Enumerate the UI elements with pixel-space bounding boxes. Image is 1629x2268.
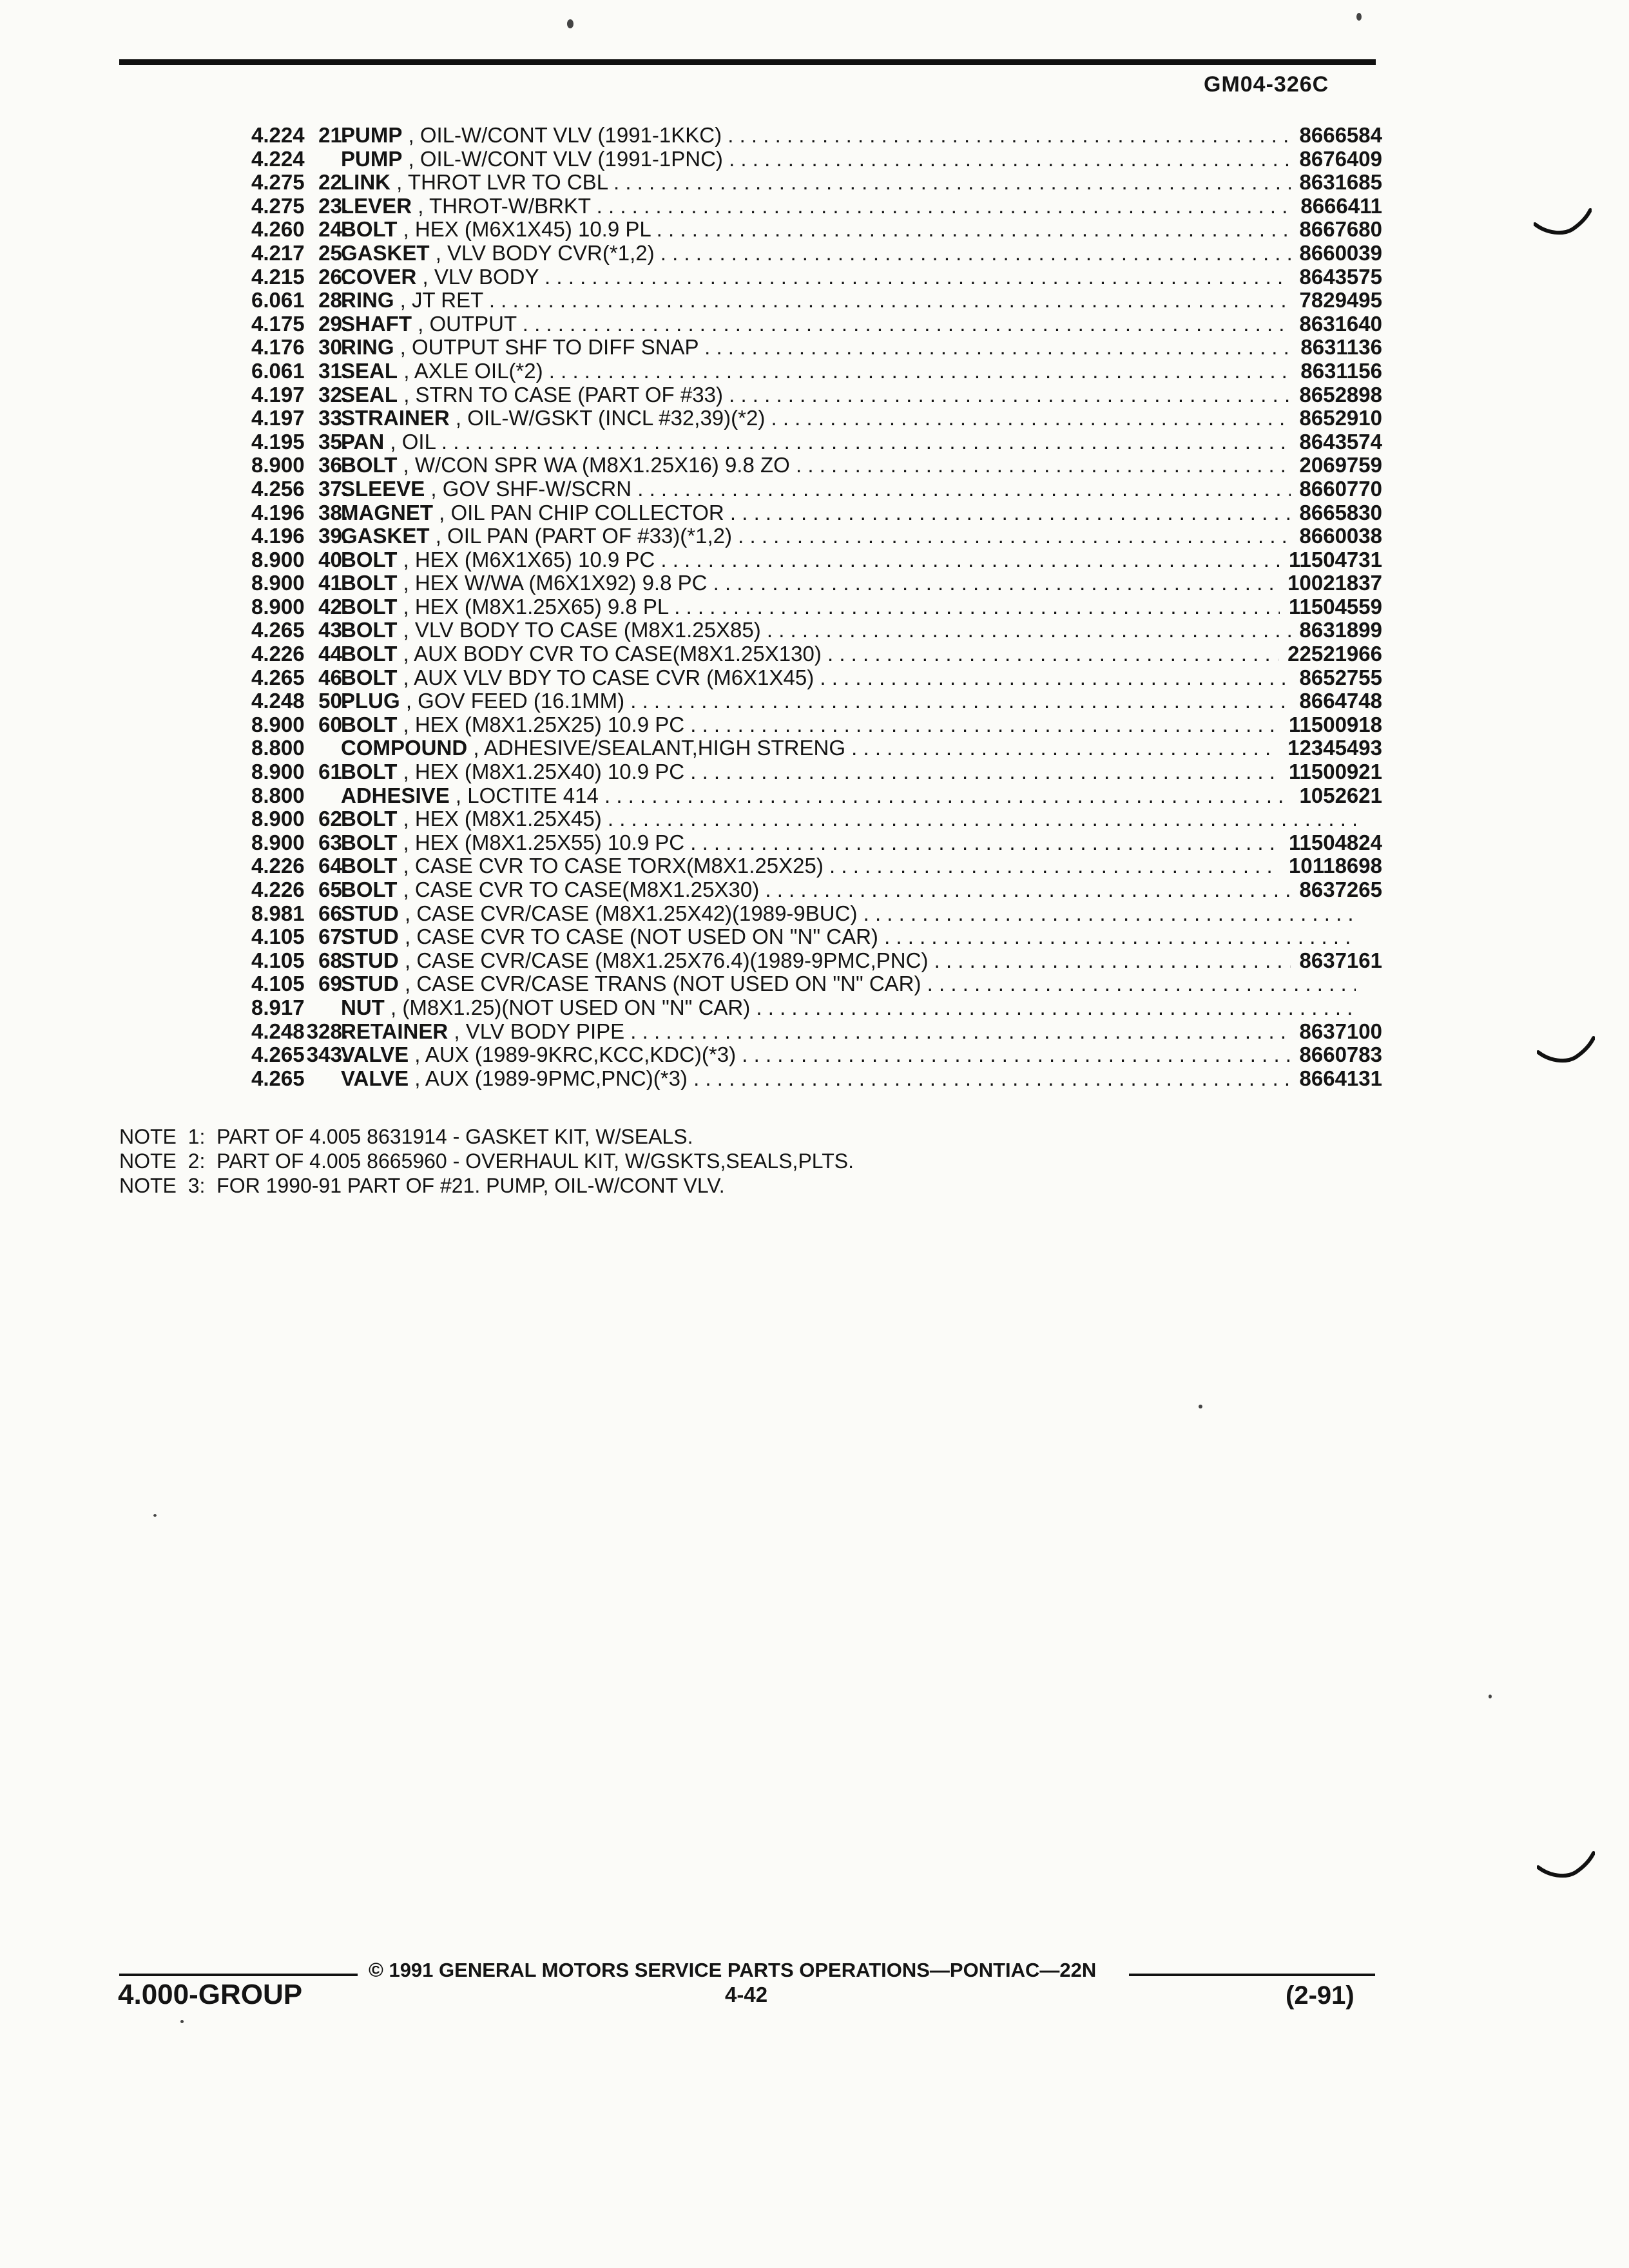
part-name: VALVE	[341, 1066, 409, 1090]
part-name: BOLT	[341, 854, 398, 878]
group-number: 4.248	[251, 1019, 305, 1043]
part-number: 11504731	[1280, 548, 1382, 572]
ref-number: 25.	[318, 240, 348, 265]
part-description	[341, 312, 1356, 336]
parts-row	[119, 807, 1382, 831]
note-line: NOTE 3: FOR 1990-91 PART OF #21. PUMP, OIL-W/CONT VLV.	[119, 1174, 725, 1197]
part-detail: , ADHESIVE/SEALANT,HIGH STRENG	[473, 736, 845, 760]
ref-number: 38.	[318, 500, 348, 524]
part-detail: , HEX (M8X1.25X65) 9.8 PL	[403, 595, 669, 619]
ref-number: 65.	[318, 878, 348, 901]
part-name: ADHESIVE	[341, 783, 450, 807]
part-detail: , GOV SHF-W/SCRN	[430, 477, 632, 501]
parts-row	[119, 524, 1382, 548]
group-number: 4.226	[251, 878, 305, 901]
margin-check-mark-icon	[1534, 206, 1592, 245]
ref-number: 23.	[318, 193, 348, 218]
part-name: VALVE	[341, 1043, 409, 1067]
part-detail: , LOCTITE 414	[455, 783, 599, 807]
ref-number: 30.	[318, 335, 348, 360]
parts-row	[119, 477, 1382, 501]
part-name: BOLT	[341, 831, 398, 854]
part-number: 8652755	[1291, 666, 1382, 690]
part-detail: , OIL PAN (PART OF #33)(*1,2)	[435, 524, 732, 548]
parts-row	[119, 1043, 1382, 1067]
parts-row	[119, 501, 1382, 525]
ref-number: 33.	[318, 406, 348, 430]
part-name: LEVER	[341, 194, 412, 218]
ref-number: 39.	[318, 524, 348, 548]
group-number: 8.900	[251, 547, 305, 572]
group-number: 4.265	[251, 1043, 305, 1067]
part-detail: , CASE CVR/CASE TRANS (NOT USED ON "N" CAR)	[405, 972, 921, 996]
part-name: BOLT	[341, 619, 398, 642]
part-number: 8676409	[1291, 148, 1382, 171]
part-number: 11504559	[1280, 595, 1382, 619]
group-number: 4.105	[251, 948, 305, 972]
ref-number: 66.	[318, 901, 348, 925]
part-description	[341, 360, 1356, 383]
note-line: NOTE 2: PART OF 4.005 8665960 - OVERHAUL KIT, W/GSKTS,SEALS,PLTS.	[119, 1149, 854, 1173]
ref-number: 35.	[318, 429, 348, 454]
part-detail: , OIL-W/CONT VLV (1991-1KKC)	[408, 124, 722, 147]
part-detail: , CASE CVR TO CASE (NOT USED ON "N" CAR)	[405, 925, 878, 949]
parts-row	[119, 878, 1382, 902]
part-name: BOLT	[341, 713, 398, 736]
part-name: BOLT	[341, 595, 398, 619]
part-detail: , OUTPUT SHF TO DIFF SNAP	[400, 336, 699, 360]
group-number: 6.061	[251, 288, 305, 312]
parts-row	[119, 242, 1382, 265]
group-number: 4.196	[251, 524, 305, 548]
part-detail: , AUX VLV BDY TO CASE CVR (M6X1X45)	[403, 666, 815, 689]
part-description	[341, 430, 1356, 454]
parts-row	[119, 736, 1382, 760]
group-number: 8.900	[251, 830, 305, 854]
ref-number: 68.	[318, 948, 348, 972]
ref-number: 69.	[318, 972, 348, 996]
part-name: RING	[341, 289, 394, 312]
scan-speck	[180, 2020, 184, 2023]
part-number: 11500921	[1280, 760, 1382, 784]
ref-number: 28.	[318, 288, 348, 312]
parts-row	[119, 454, 1382, 477]
parts-row	[119, 784, 1382, 808]
group-number: 8.900	[251, 594, 305, 619]
ref-number: 44.	[318, 642, 348, 666]
ref-number: 32.	[318, 382, 348, 407]
part-description	[341, 831, 1356, 855]
part-name: BOLT	[341, 807, 398, 831]
group-number: 4.196	[251, 500, 305, 524]
parts-row	[119, 148, 1382, 171]
group-number: 4.105	[251, 972, 305, 996]
group-number: 4.176	[251, 335, 305, 360]
part-description	[341, 760, 1356, 784]
part-detail: , OIL PAN CHIP COLLECTOR	[439, 501, 724, 524]
part-description	[341, 736, 1356, 760]
part-name: PLUG	[341, 689, 400, 713]
part-detail: , (M8X1.25)(NOT USED ON "N" CAR)	[390, 995, 751, 1019]
parts-row	[119, 407, 1382, 430]
part-name: BOLT	[341, 666, 398, 689]
group-number: 4.226	[251, 854, 305, 878]
part-number: 8631685	[1291, 171, 1382, 195]
group-number: 8.900	[251, 712, 305, 736]
part-name: GASKET	[341, 524, 430, 548]
parts-row	[119, 902, 1382, 926]
parts-row	[119, 430, 1382, 454]
part-number: 8631640	[1291, 312, 1382, 336]
parts-row	[119, 289, 1382, 312]
part-number: 2069759	[1291, 454, 1382, 477]
part-name: SLEEVE	[341, 477, 425, 501]
part-detail: , W/CON SPR WA (M8X1.25X16) 9.8 ZO	[403, 454, 790, 477]
parts-row	[119, 854, 1382, 878]
ref-number: 50.	[318, 689, 348, 713]
ref-number: 37.	[318, 476, 348, 501]
ref-number: 21.	[318, 123, 348, 147]
part-description	[341, 336, 1356, 360]
part-detail: , OIL-W/GSKT (INCL #32,39)(*2)	[455, 407, 766, 430]
parts-row	[119, 124, 1382, 148]
part-detail: , CASE CVR/CASE (M8X1.25X42)(1989-9BUC)	[405, 901, 858, 925]
group-number: 4.215	[251, 264, 305, 289]
part-number: 7829495	[1291, 289, 1382, 312]
note-line: NOTE 1: PART OF 4.005 8631914 - GASKET KIT, W/SEALS.	[119, 1125, 693, 1148]
part-description	[341, 195, 1356, 218]
part-number: 8637100	[1291, 1020, 1382, 1044]
ref-number: 328.	[306, 1019, 348, 1043]
parts-row	[119, 595, 1382, 619]
part-name: BOLT	[341, 454, 398, 477]
part-detail: , VLV BODY TO CASE (M8X1.25X85)	[403, 619, 761, 642]
part-number: 8660770	[1291, 477, 1382, 501]
part-description	[341, 265, 1356, 289]
part-detail: , VLV BODY CVR(*1,2)	[435, 241, 655, 265]
part-description	[341, 689, 1356, 713]
part-detail: , VLV BODY PIPE	[454, 1019, 625, 1043]
part-detail: , AUX (1989-9PMC,PNC)(*3)	[414, 1066, 688, 1090]
part-description	[341, 148, 1356, 171]
group-number: 4.175	[251, 311, 305, 336]
part-detail: , AUX (1989-9KRC,KCC,KDC)(*3)	[414, 1043, 737, 1067]
part-description	[341, 595, 1356, 619]
part-number: 8643575	[1291, 265, 1382, 289]
group-number: 4.197	[251, 406, 305, 430]
part-description	[341, 854, 1356, 878]
part-description	[341, 524, 1356, 548]
group-number: 4.260	[251, 217, 305, 242]
group-number: 8.981	[251, 901, 305, 925]
group-number: 4.197	[251, 382, 305, 407]
notes-block	[119, 1124, 854, 1198]
part-name: BOLT	[341, 548, 398, 572]
parts-row	[119, 572, 1382, 595]
scan-speck	[1356, 13, 1362, 21]
parts-row	[119, 195, 1382, 218]
group-number: 8.900	[251, 760, 305, 784]
part-detail: , HEX (M6X1X65) 10.9 PC	[403, 548, 655, 572]
group-number: 4.226	[251, 642, 305, 666]
part-description	[341, 407, 1356, 430]
part-number: 8666584	[1291, 124, 1382, 148]
part-detail: , CASE CVR TO CASE TORX(M8X1.25X25)	[403, 854, 824, 878]
part-detail: , AXLE OIL(*2)	[403, 359, 543, 383]
ref-number: 24.	[318, 217, 348, 242]
part-name: GASKET	[341, 241, 430, 265]
part-number: 10021837	[1278, 572, 1382, 595]
group-number: 8.900	[251, 807, 305, 831]
parts-row	[119, 972, 1382, 996]
part-detail: , JT RET	[400, 289, 483, 312]
part-detail: , CASE CVR TO CASE(M8X1.25X30)	[403, 878, 760, 901]
group-number: 8.900	[251, 453, 305, 477]
group-number: 4.275	[251, 170, 305, 195]
part-number: 8631899	[1291, 619, 1382, 642]
margin-check-mark-icon	[1537, 1849, 1595, 1888]
group-number: 8.917	[251, 995, 305, 1019]
footer-copyright: © 1991 GENERAL MOTORS SERVICE PARTS OPERATIONS—PONTIAC—22N	[369, 1959, 1097, 1981]
group-number: 4.217	[251, 240, 305, 265]
part-number: 22521966	[1278, 642, 1382, 666]
part-description	[341, 124, 1356, 148]
part-number: 8652898	[1291, 383, 1382, 407]
part-number: 8637265	[1291, 878, 1382, 902]
part-detail: , HEX (M8X1.25X55) 10.9 PC	[403, 831, 685, 854]
group-number: 6.061	[251, 358, 305, 383]
part-name: LINK	[341, 171, 390, 195]
part-name: BOLT	[341, 878, 398, 901]
ref-number: 26.	[318, 264, 348, 289]
parts-row	[119, 548, 1382, 572]
parts-list	[119, 124, 1382, 1090]
part-name: PUMP	[341, 124, 403, 147]
part-description	[341, 949, 1356, 973]
parts-row	[119, 689, 1382, 713]
part-detail: , GOV FEED (16.1MM)	[405, 689, 625, 713]
part-number: 8643574	[1291, 430, 1382, 454]
ref-number: 61.	[318, 760, 348, 784]
part-description	[341, 242, 1356, 265]
group-number: 4.265	[251, 665, 305, 689]
part-number: 11504824	[1280, 831, 1382, 855]
part-name: STRAINER	[341, 407, 450, 430]
part-name: COVER	[341, 265, 417, 289]
part-description	[341, 1043, 1356, 1067]
parts-row	[119, 1067, 1382, 1091]
part-name: BOLT	[341, 572, 398, 595]
ref-number: 42.	[318, 594, 348, 619]
part-name: RETAINER	[341, 1019, 448, 1043]
part-number: 11500918	[1280, 713, 1382, 737]
parts-row	[119, 171, 1382, 195]
part-description	[341, 972, 1356, 996]
part-description	[341, 666, 1356, 690]
part-name: RING	[341, 336, 394, 360]
parts-row	[119, 666, 1382, 690]
scan-speck	[1489, 1695, 1492, 1698]
group-number: 4.265	[251, 618, 305, 642]
footer-date: (2-91)	[1286, 1981, 1354, 2010]
ref-number: 40.	[318, 547, 348, 572]
part-number: 10118698	[1280, 854, 1382, 878]
part-description	[341, 477, 1356, 501]
group-number: 4.224	[251, 123, 305, 147]
group-number: 4.105	[251, 925, 305, 949]
part-description	[341, 171, 1356, 195]
parts-row	[119, 336, 1382, 360]
parts-row	[119, 1020, 1382, 1044]
ref-number: 63.	[318, 830, 348, 854]
part-description	[341, 807, 1356, 831]
part-detail: , HEX (M8X1.25X45)	[403, 807, 602, 831]
part-name: STUD	[341, 925, 399, 949]
part-number: 12345493	[1278, 736, 1382, 760]
ref-number: 22.	[318, 170, 348, 195]
part-detail: , HEX (M8X1.25X40) 10.9 PC	[403, 760, 685, 784]
scan-speck	[153, 1514, 157, 1517]
ref-number: 29.	[318, 311, 348, 336]
part-detail: , STRN TO CASE (PART OF #33)	[403, 383, 723, 407]
part-detail: , CASE CVR/CASE (M8X1.25X76.4)(1989-9PMC,PNC)	[405, 948, 929, 972]
part-description	[341, 1020, 1356, 1044]
part-name: BOLT	[341, 642, 398, 666]
parts-row	[119, 713, 1382, 737]
ref-number: 31.	[318, 358, 348, 383]
part-description	[341, 784, 1356, 808]
header-rule	[119, 59, 1376, 65]
part-name: SEAL	[341, 383, 398, 407]
part-number: 8664131	[1291, 1067, 1382, 1091]
part-number: 8637161	[1291, 949, 1382, 973]
part-number: 8631136	[1291, 336, 1382, 360]
part-name: STUD	[341, 948, 399, 972]
group-number: 8.900	[251, 571, 305, 595]
ref-number: 343.	[306, 1043, 348, 1067]
ref-number: 67.	[318, 925, 348, 949]
part-description	[341, 878, 1356, 902]
scan-speck	[567, 19, 574, 28]
parts-row	[119, 760, 1382, 784]
part-description	[341, 548, 1356, 572]
part-name: SHAFT	[341, 312, 412, 336]
part-description	[341, 619, 1356, 642]
part-description	[341, 642, 1356, 666]
parts-row	[119, 925, 1382, 949]
parts-row	[119, 949, 1382, 973]
part-detail: , THROT LVR TO CBL	[396, 171, 608, 195]
part-name: COMPOUND	[341, 736, 468, 760]
part-number: 8652910	[1291, 407, 1382, 430]
ref-number: 43.	[318, 618, 348, 642]
part-description	[341, 572, 1356, 595]
part-description	[341, 501, 1356, 525]
part-number: 8660783	[1291, 1043, 1382, 1067]
part-description	[341, 925, 1356, 949]
footer-rule-left	[119, 1974, 358, 1976]
parts-row	[119, 619, 1382, 642]
part-name: STUD	[341, 972, 399, 996]
part-detail: , HEX (M8X1.25X25) 10.9 PC	[403, 713, 685, 736]
group-number: 4.195	[251, 429, 305, 454]
parts-row	[119, 218, 1382, 242]
footer-page-number: 4-42	[725, 1983, 768, 2006]
part-description	[341, 713, 1356, 737]
parts-row	[119, 312, 1382, 336]
ref-number: 36.	[318, 453, 348, 477]
part-name: PUMP	[341, 147, 403, 171]
document-code: GM04-326C	[1204, 72, 1329, 97]
part-description	[341, 996, 1356, 1020]
parts-row	[119, 383, 1382, 407]
scan-speck	[1199, 1405, 1202, 1408]
parts-row	[119, 831, 1382, 855]
group-number: 4.265	[251, 1066, 305, 1090]
margin-check-mark-icon	[1537, 1034, 1595, 1073]
part-detail: , THROT-W/BRKT	[418, 194, 591, 218]
ref-number: 60.	[318, 712, 348, 736]
group-number: 8.800	[251, 783, 305, 807]
ref-number: 46.	[318, 665, 348, 689]
part-number: 8631156	[1291, 360, 1382, 383]
part-name: MAGNET	[341, 501, 433, 524]
part-detail: , HEX (M6X1X45) 10.9 PL	[403, 218, 651, 242]
group-number: 4.224	[251, 146, 305, 171]
parts-row	[119, 996, 1382, 1020]
part-name: BOLT	[341, 760, 398, 784]
part-detail: , VLV BODY	[422, 265, 539, 289]
part-number: 8664748	[1291, 689, 1382, 713]
part-name: PAN	[341, 430, 385, 454]
part-description	[341, 289, 1356, 312]
parts-row	[119, 642, 1382, 666]
part-number: 8665830	[1291, 501, 1382, 525]
part-name: STUD	[341, 901, 399, 925]
part-number: 8667680	[1291, 218, 1382, 242]
part-description	[341, 383, 1356, 407]
part-name: SEAL	[341, 359, 398, 383]
part-number: 8660038	[1291, 524, 1382, 548]
part-number: 8666411	[1291, 195, 1382, 218]
part-detail: , OUTPUT	[418, 312, 517, 336]
parts-row	[119, 265, 1382, 289]
part-detail: , HEX W/WA (M6X1X92) 9.8 PC	[403, 572, 708, 595]
group-number: 8.800	[251, 736, 305, 760]
ref-number: 62.	[318, 807, 348, 831]
group-number: 4.275	[251, 193, 305, 218]
ref-number: 41.	[318, 571, 348, 595]
ref-number: 64.	[318, 854, 348, 878]
parts-row	[119, 360, 1382, 383]
part-description	[341, 454, 1356, 477]
part-detail: , OIL	[390, 430, 436, 454]
group-number: 4.248	[251, 689, 305, 713]
part-number: 8660039	[1291, 242, 1382, 265]
part-name: NUT	[341, 995, 385, 1019]
group-number: 4.256	[251, 476, 305, 501]
part-description	[341, 902, 1356, 926]
part-name: BOLT	[341, 218, 398, 242]
part-detail: , AUX BODY CVR TO CASE(M8X1.25X130)	[403, 642, 822, 666]
part-detail: , OIL-W/CONT VLV (1991-1PNC)	[408, 147, 723, 171]
part-number: 1052621	[1291, 784, 1382, 808]
footer-group-label: 4.000-GROUP	[118, 1979, 303, 2010]
part-description	[341, 1067, 1356, 1091]
footer-rule-right	[1129, 1974, 1375, 1976]
part-description	[341, 218, 1356, 242]
